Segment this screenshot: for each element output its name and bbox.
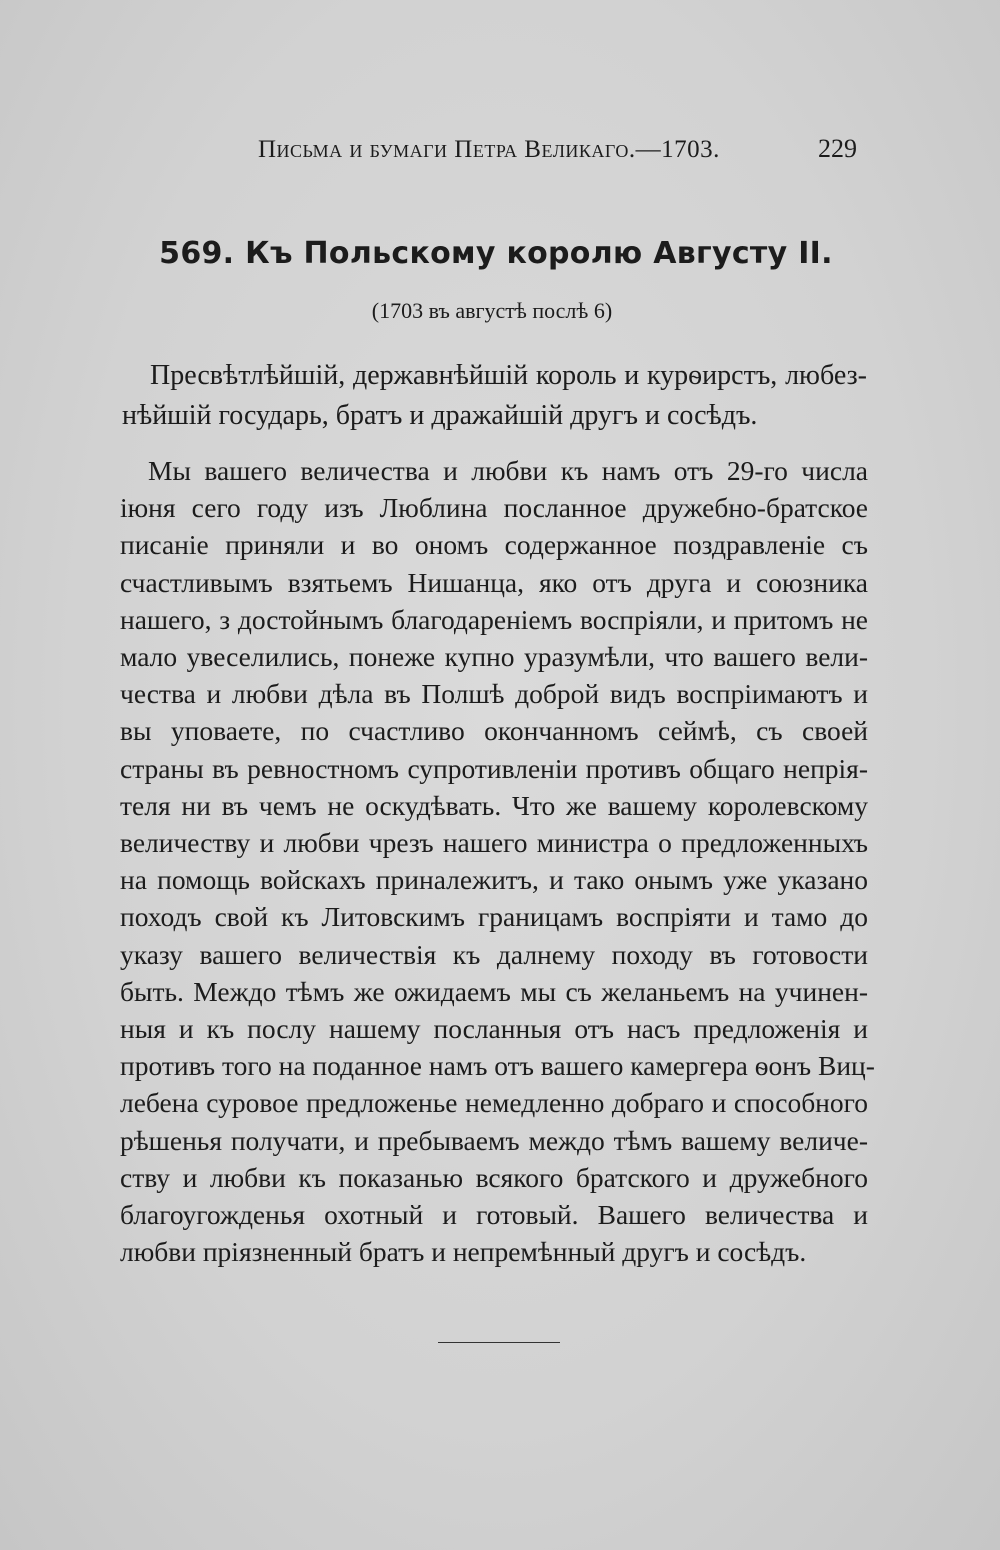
letter-body [120,452,875,1270]
body-line: указу вашего величествiя къ далнему походу въ готовости [120,938,868,970]
body-line: мало увеселились, понеже купно уразумѣли, что вашего вели- [120,641,868,673]
body-line: любви прiязненный братъ и непремѣнный другъ и сосѣдъ. [120,1236,807,1268]
page-number: 229 [818,134,857,163]
salutation-line: Пресвѣтлѣйшiй, державнѣйшiй король и курѳирстъ, любез- [150,360,867,391]
document-title: 569. Къ Польскому королю Августу II. [159,236,833,271]
body-line: на помощь войскахъ приналежитъ, и тако онымъ уже указано [120,864,868,896]
body-line: величеству и любви чрезъ нашего министра о предложенныхъ [120,827,868,859]
body-line: ныя и къ послу нашему посланныя отъ насъ предложенiя и [120,1013,868,1045]
body-line: благоугожденья охотный и готовый. Вашего величества и [120,1199,868,1231]
body-line: писанiе приняли и во ономъ содержанное поздравленiе съ [120,529,868,561]
body-line: походъ свой къ Литовскимъ границамъ воспрiяти и тамо до [120,901,868,933]
body-line: теля ни въ чемъ не оскудѣвать. Что же вашему королевскому [120,789,868,821]
body-line: нашего, з достойнымъ благодаренiемъ воспрiяли, и притомъ не [120,603,868,635]
body-line: рѣшенья получати, и пребываемъ междо тѣмъ вашему величе- [120,1124,868,1156]
running-head: Письма и бумаги Петра Великаго.—1703. [258,136,720,163]
salutation-line: нѣйшiй государь, братъ и дражайшiй другъ и сосѣдъ. [122,400,758,431]
document-date: (1703 въ августѣ послѣ 6) [371,298,613,323]
body-line: вы уповаете, по счастливо окончанномъ сеймѣ, съ своей [120,715,868,747]
body-line: чества и любви дѣла въ Полшѣ доброй видъ воспрiимаютъ и [120,678,868,710]
body-line: iюня сего году изъ Люблина посланное дружебно-братское [120,492,868,524]
body-line: быть. Междо тѣмъ же ожидаемъ мы съ желаньемъ на учинен- [120,975,868,1007]
body-line: лебена суровое предложенье немедленно добраго и способного [120,1087,868,1119]
body-line: противъ того на поданное намъ отъ вашего камергера ѳонъ Виц- [120,1050,875,1082]
body-line: ству и любви къ показанью всякого братского и дружебного [120,1161,868,1193]
salutation [122,356,867,436]
body-line: Мы вашего величества и любви къ намъ отъ 29-го числа [148,455,868,486]
body-line: счастливымъ взятьемъ Нишанца, яко отъ друга и союзника [120,566,868,598]
closing-rule [438,1342,560,1343]
body-line: страны въ ревностномъ супротивленiи противъ общаго непрiя- [120,752,868,784]
